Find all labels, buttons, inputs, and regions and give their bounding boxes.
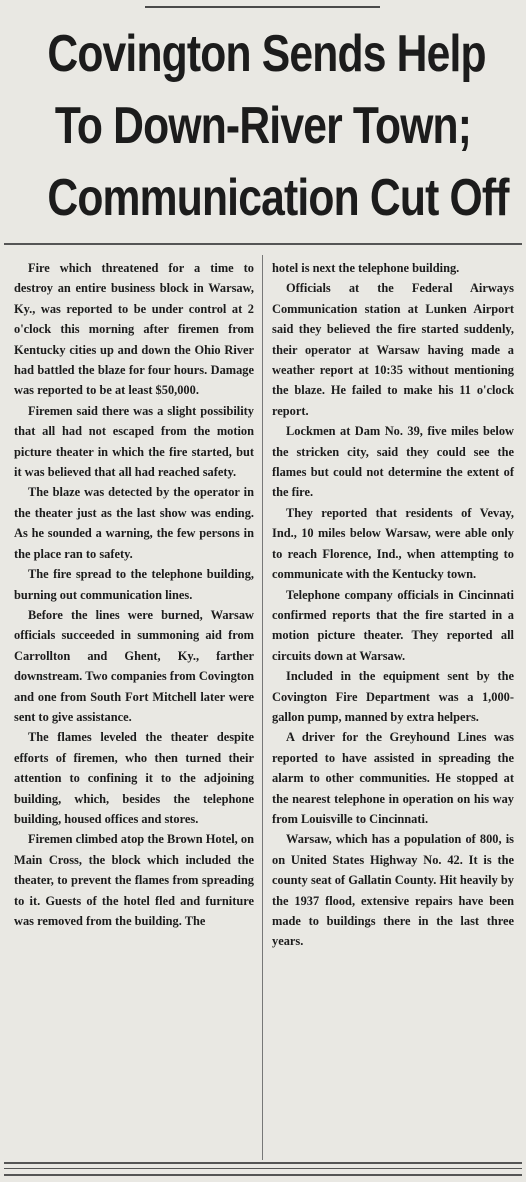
paragraph: Included in the equipment sent by the Covington Fire Department was a 1,000-gallon pump, manned by extra helpers.	[272, 669, 514, 724]
paragraph: The fire spread to the telephone building, burning out communication lines.	[14, 567, 254, 602]
column-divider	[262, 255, 263, 1160]
paragraph: Telephone company officials in Cincinnati confirmed reports that the fire started in a motion picture theater. They reported all circuits down at Warsaw.	[272, 587, 514, 663]
bottom-rule	[4, 1174, 522, 1176]
top-rule	[145, 6, 380, 8]
bottom-rule	[4, 1168, 522, 1169]
article-column-right	[272, 258, 514, 952]
bottom-rule	[4, 1162, 522, 1164]
paragraph: Officials at the Federal Airways Communication station at Lunken Airport said they believed the fire started suddenly, their operator at Warsaw having made a weather report at 10:35 without mentioning the blaze. He failed to make his 11 o'clock report.	[272, 281, 514, 418]
headline-line-1: Covington Sends Help	[47, 25, 486, 83]
paragraph: They reported that residents of Vevay, Ind., 10 miles below Warsaw, were able only to reach Florence, Ind., when attempting to communicate with the Kentucky town.	[272, 505, 514, 582]
paragraph: Lockmen at Dam No. 39, five miles below the stricken city, said they could see the flames but could not determine the extent of the fire.	[272, 424, 514, 500]
headline-rule	[4, 243, 522, 245]
paragraph: The flames leveled the theater despite efforts of firemen, who then turned their attention to confining it to the adjoining building, which, besides the telephone building, housed offices and stores.	[14, 730, 254, 826]
paragraph: The blaze was detected by the operator in the theater just as the last show was ending. As he sounded a warning, the few persons in the place ran to safety.	[14, 485, 254, 561]
headline-line-3: Communication Cut Off	[47, 169, 509, 227]
headline	[0, 22, 526, 234]
paragraph: Before the lines were burned, Warsaw officials succeeded in summoning aid from Carrollton and Ghent, Ky., farther downstream. Two companies from Covington and one from South Fort Mitchell later were sent to give assistance.	[14, 607, 254, 724]
paragraph-continuation: hotel is next the telephone building.	[272, 261, 460, 275]
paragraph: A driver for the Greyhound Lines was reported to have assisted in spreading the alarm to other communities. He stopped at the nearest telephone in operation on his way from Louisville to Cincinnati.	[272, 730, 514, 826]
headline-line-2: To Down-River Town;	[54, 97, 472, 155]
paragraph: Firemen climbed atop the Brown Hotel, on Main Cross, the block which included the theater, to prevent the flames from spreading to it. Guests of the hotel fled and furniture was removed from the building. The	[14, 832, 254, 928]
article-column-left	[14, 258, 254, 931]
paragraph: Warsaw, which has a population of 800, is on United States Highway No. 42. It is the county seat of Gallatin County. Hit heavily by the 1937 flood, extensive repairs have been made to buildings there in the last three years.	[272, 832, 514, 949]
paragraph: Firemen said there was a slight possibility that all had not escaped from the motion picture theater in which the fire started, but it was believed that all had reached safety.	[14, 403, 254, 480]
paragraph: Fire which threatened for a time to destroy an entire business block in Warsaw, Ky., was reported to be under control at 2 o'clock this morning after firemen from Kentucky cities up and down the Ohio River had battled the blaze for four hours. Damage was reported to be at least $50,000.	[14, 261, 254, 398]
